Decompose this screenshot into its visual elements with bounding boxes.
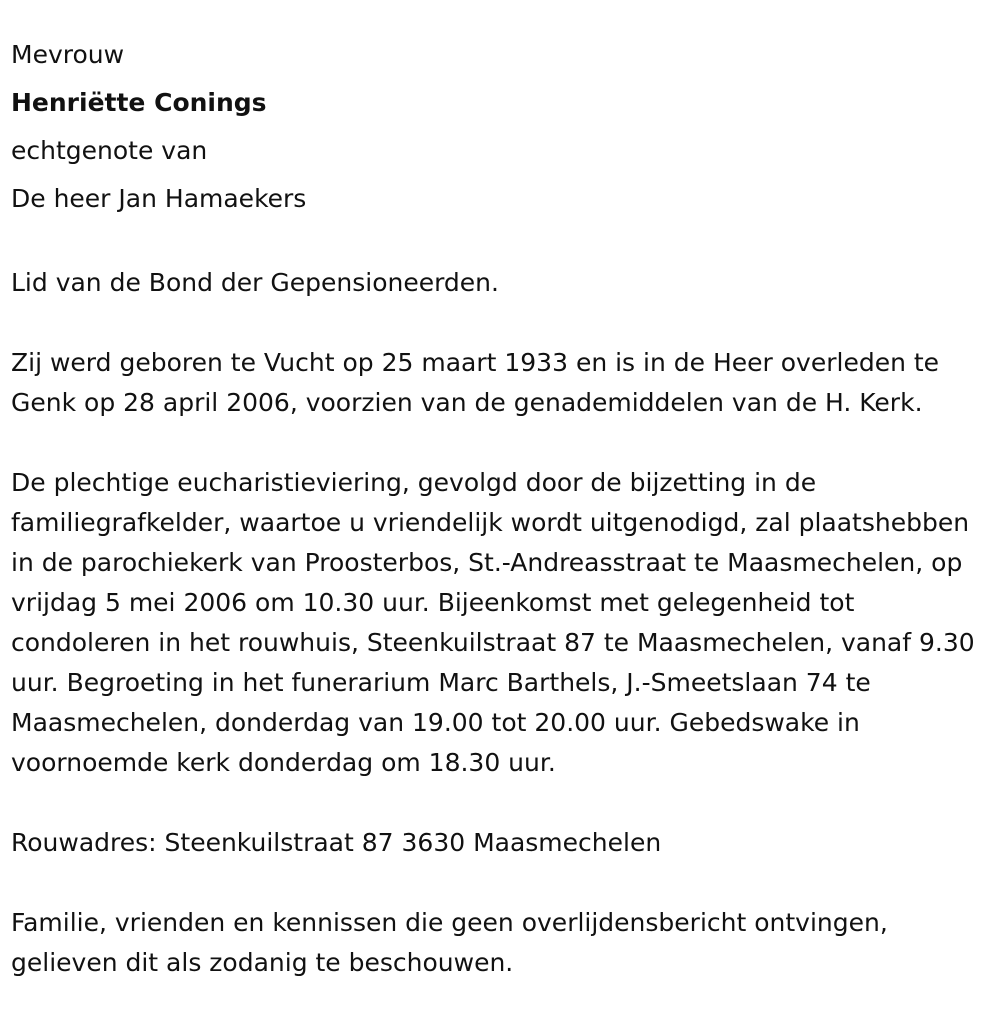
salutation: Mevrouw (11, 40, 125, 69)
spouse-name: De heer Jan Hamaekers (11, 184, 307, 213)
membership-paragraph: Lid van de Bond der Gepensioneerden. (11, 268, 499, 297)
ceremony-paragraph: De plechtige eucharistieviering, gevolgd door de bijzetting in de familiegrafkelder, waartoe u vriendelijk wordt uitgenodigd, zal plaatshebben in de parochiekerk van Proosterbos, St.-Andreasstraat te Maasmechelen, op vrijdag 5 mei 2006 om 10.30 uur. Bijeenkomst met gelegenheid tot condoleren in het rouwhuis, Steenkuilstraat 87 te Maasmechelen, vanaf 9.30 uur. Begroeting in het funerarium Marc Barthels, J.-Smeetslaan 74 te Maasmechelen, donderdag van 19.00 tot 20.00 uur. Gebedswake in voornoemde kerk donderdag om 18.30 uur. (11, 468, 975, 777)
birth-death-paragraph: Zij werd geboren te Vucht op 25 maart 1933 en is in de Heer overleden te Genk op 28 april 2006, voorzien van de genademiddelen van de H. Kerk. (11, 348, 940, 417)
deceased-name: Henriëtte Conings (11, 88, 267, 117)
closing-paragraph: Familie, vrienden en kennissen die geen overlijdensbericht ontvingen, gelieven dit als zodanig te beschouwen. (11, 908, 888, 977)
mourning-address: Rouwadres: Steenkuilstraat 87 3630 Maasmechelen (11, 828, 662, 857)
relation-text: echtgenote van (11, 136, 208, 165)
obituary-header (11, 0, 986, 223)
obituary-notice (11, 0, 986, 983)
